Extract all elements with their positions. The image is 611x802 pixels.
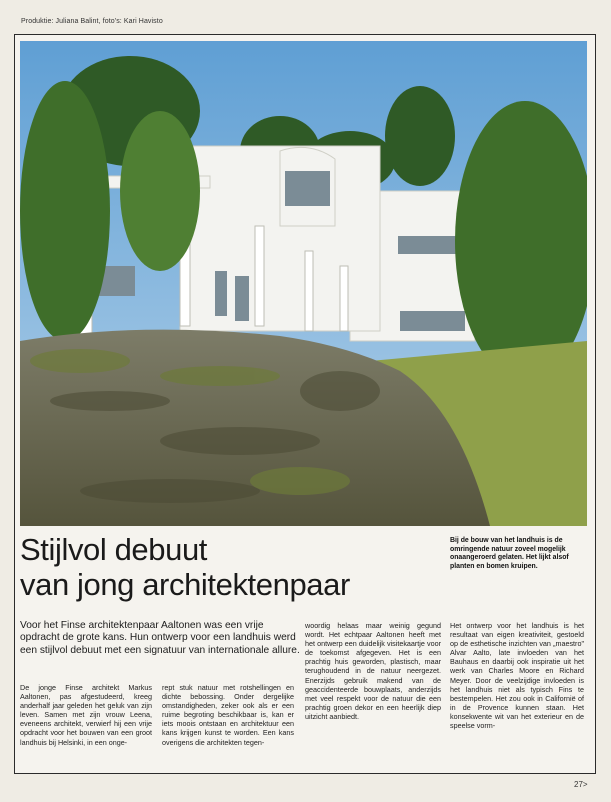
body-text: woordig helaas maar weinig gegund wordt. Het echtpaar Aaltonen heeft met het ontwerp een duidelijk visitekaartje voor de toekomst afgegeven. Het is een prachtig huis geworden, plastisch, maar terughoudend in de natuur neergezet. Enerzijds gebruik makend van de geaccidenteerde bouwplaats, anderzijds met veel respekt voor de natuur die een prachtig groen dekor en een heerlijk diep uitzicht aanbiedt. xyxy=(305,621,441,721)
lead-paragraph: Voor het Finse architektenpaar Aaltonen was een vrije opdracht de grote kans. Hun ontwerp voor een landhuis werd een stijlvol debuut met een signatuur van internationale allure. xyxy=(20,620,300,656)
body-text: rept stuk natuur met rotshellingen en dichte bebossing. Onder dergelijke omstandigheden, zeker ook als er een ruime begroting beschikbaar is, kan er iets moois ontstaan en architektuur een kans krijgen kunst te worden. Een kans overigens die architekten tegen- xyxy=(162,683,294,747)
photo-credit: Produktie: Juliana Balint, foto's: Kari Havisto xyxy=(21,18,163,25)
body-column-1 xyxy=(20,683,152,747)
body-text: De jonge Finse architekt Markus Aaltonen, pas afgestudeerd, kreeg anderhalf jaar geleden het geluk van zijn leven. Samen met zijn vrouw Leena, eveneens architekt, verwierf hij een vrije opdracht voor het bouwen van een groot landhuis bij Helsinki, in een onge- xyxy=(20,683,152,747)
body-column-2 xyxy=(162,683,294,747)
title-line-2: van jong architektenpaar xyxy=(20,567,350,602)
title-line-1: Stijlvol debuut xyxy=(20,532,208,567)
body-text: Het ontwerp voor het landhuis is het resultaat van eigen kreativiteit, gestoeld op de esthetische inzichten van „maestro" Alvar Aalto, late invloeden van het Bauhaus en daarbij ook inspiratie uit het werk van Charles Moore en Richard Meyer. Door de veelzijdige invloeden is het landhuis niet als typisch Fins te bestempelen. Het zou ook in Californië of in de Provence kunnen staan. Het konsekwente wit van het exterieur en de speelse vorm- xyxy=(450,621,584,731)
body-column-4 xyxy=(450,621,584,766)
body-column-3 xyxy=(305,621,441,763)
house-photo xyxy=(20,41,587,526)
page-number: 27> xyxy=(574,780,588,789)
article-title xyxy=(20,532,445,602)
photo-caption: Bij de bouw van het landhuis is de omringende natuur zoveel mogelijk onaangeroerd gelaten. Het lijkt alsof planten en bomen kruipen. xyxy=(450,537,569,570)
